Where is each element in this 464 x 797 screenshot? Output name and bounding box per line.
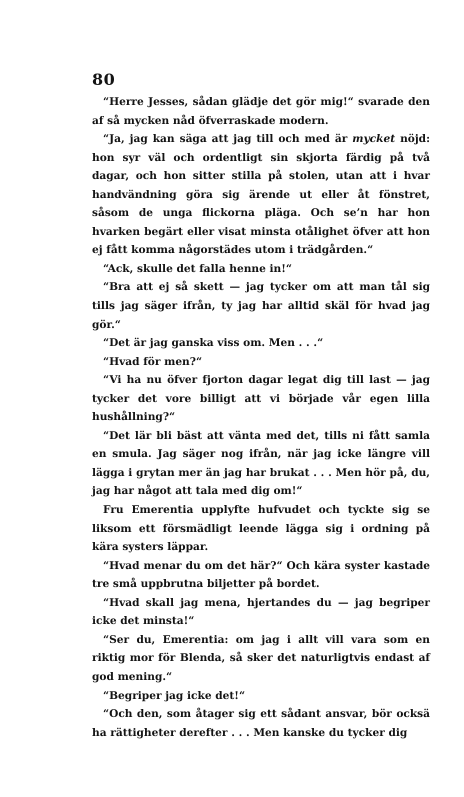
paragraph: “Hvad skall jag mena, hjertandes du — jag begriper icke det minsta!“: [92, 596, 430, 628]
paragraph: “Ja, jag kan säga att jag till och med är mycket nöjd: hon syr väl och ordentligt sin skjorta färdig på två dagar, och hon sitter stilla på stolen, utan att i hvar handvändning göra sig ärende ut eller åt fönstret, såsom de unga flickorna pläga. Och se’n har hon hvarken begärt eller visat minsta otålighet öfver att hon ej fått komma någorstädes utom i trädgården.“: [92, 133, 430, 257]
paragraph: “Herre Jesses, sådan glädje det gör mig!“ svarade den af så mycken nåd öfverraskade modern.: [92, 96, 430, 127]
paragraph: “Det är jag ganska viss om. Men . . .“: [103, 337, 324, 350]
body-text: [92, 93, 430, 742]
emphasized-word: mycket: [352, 133, 396, 146]
paragraph: “Bra att ej så skett — jag tycker om att man tål sig tills jag säger ifrån, ty jag har alltid skäl för hvad jag gör.“: [92, 281, 430, 331]
paragraph: “Ser du, Emerentia: om jag i allt vill vara som en riktig mor för Blenda, så sker det naturligtvis endast af god mening.“: [92, 633, 430, 683]
paragraph: “Hvad för men?“: [103, 355, 203, 368]
paragraph: Fru Emerentia upplyfte hufvudet och tyckte sig se liksom ett försmädligt leende lägga sig i ordning på kära systers läppar.: [92, 504, 430, 554]
paragraph: “Det lär bli bäst att vänta med det, tills ni fått samla en smula. Jag säger nog ifrån, när jag icke längre vill lägga i grytan mer än jag har brukat . . . Men hör på, du, jag har något att tala med dig om!“: [92, 429, 430, 498]
paragraph: “Vi ha nu öfver fjorton dagar legat dig till last — jag tycker det vore billigt att vi började vår egen lilla hushållning?“: [92, 374, 430, 424]
page-number: 80: [92, 70, 116, 89]
paragraph: “Ack, skulle det falla henne in!“: [103, 262, 293, 275]
paragraph: “Hvad menar du om det här?“ Och kära syster kastade tre små uppbrutna biljetter på bordet.: [92, 559, 430, 591]
paragraph: “Och den, som åtager sig ett sådant ansvar, bör ocksä ha rättigheter derefter . . . Men kanske du tycker dig: [92, 708, 430, 739]
paragraph: “Begriper jag icke det!“: [103, 689, 246, 702]
